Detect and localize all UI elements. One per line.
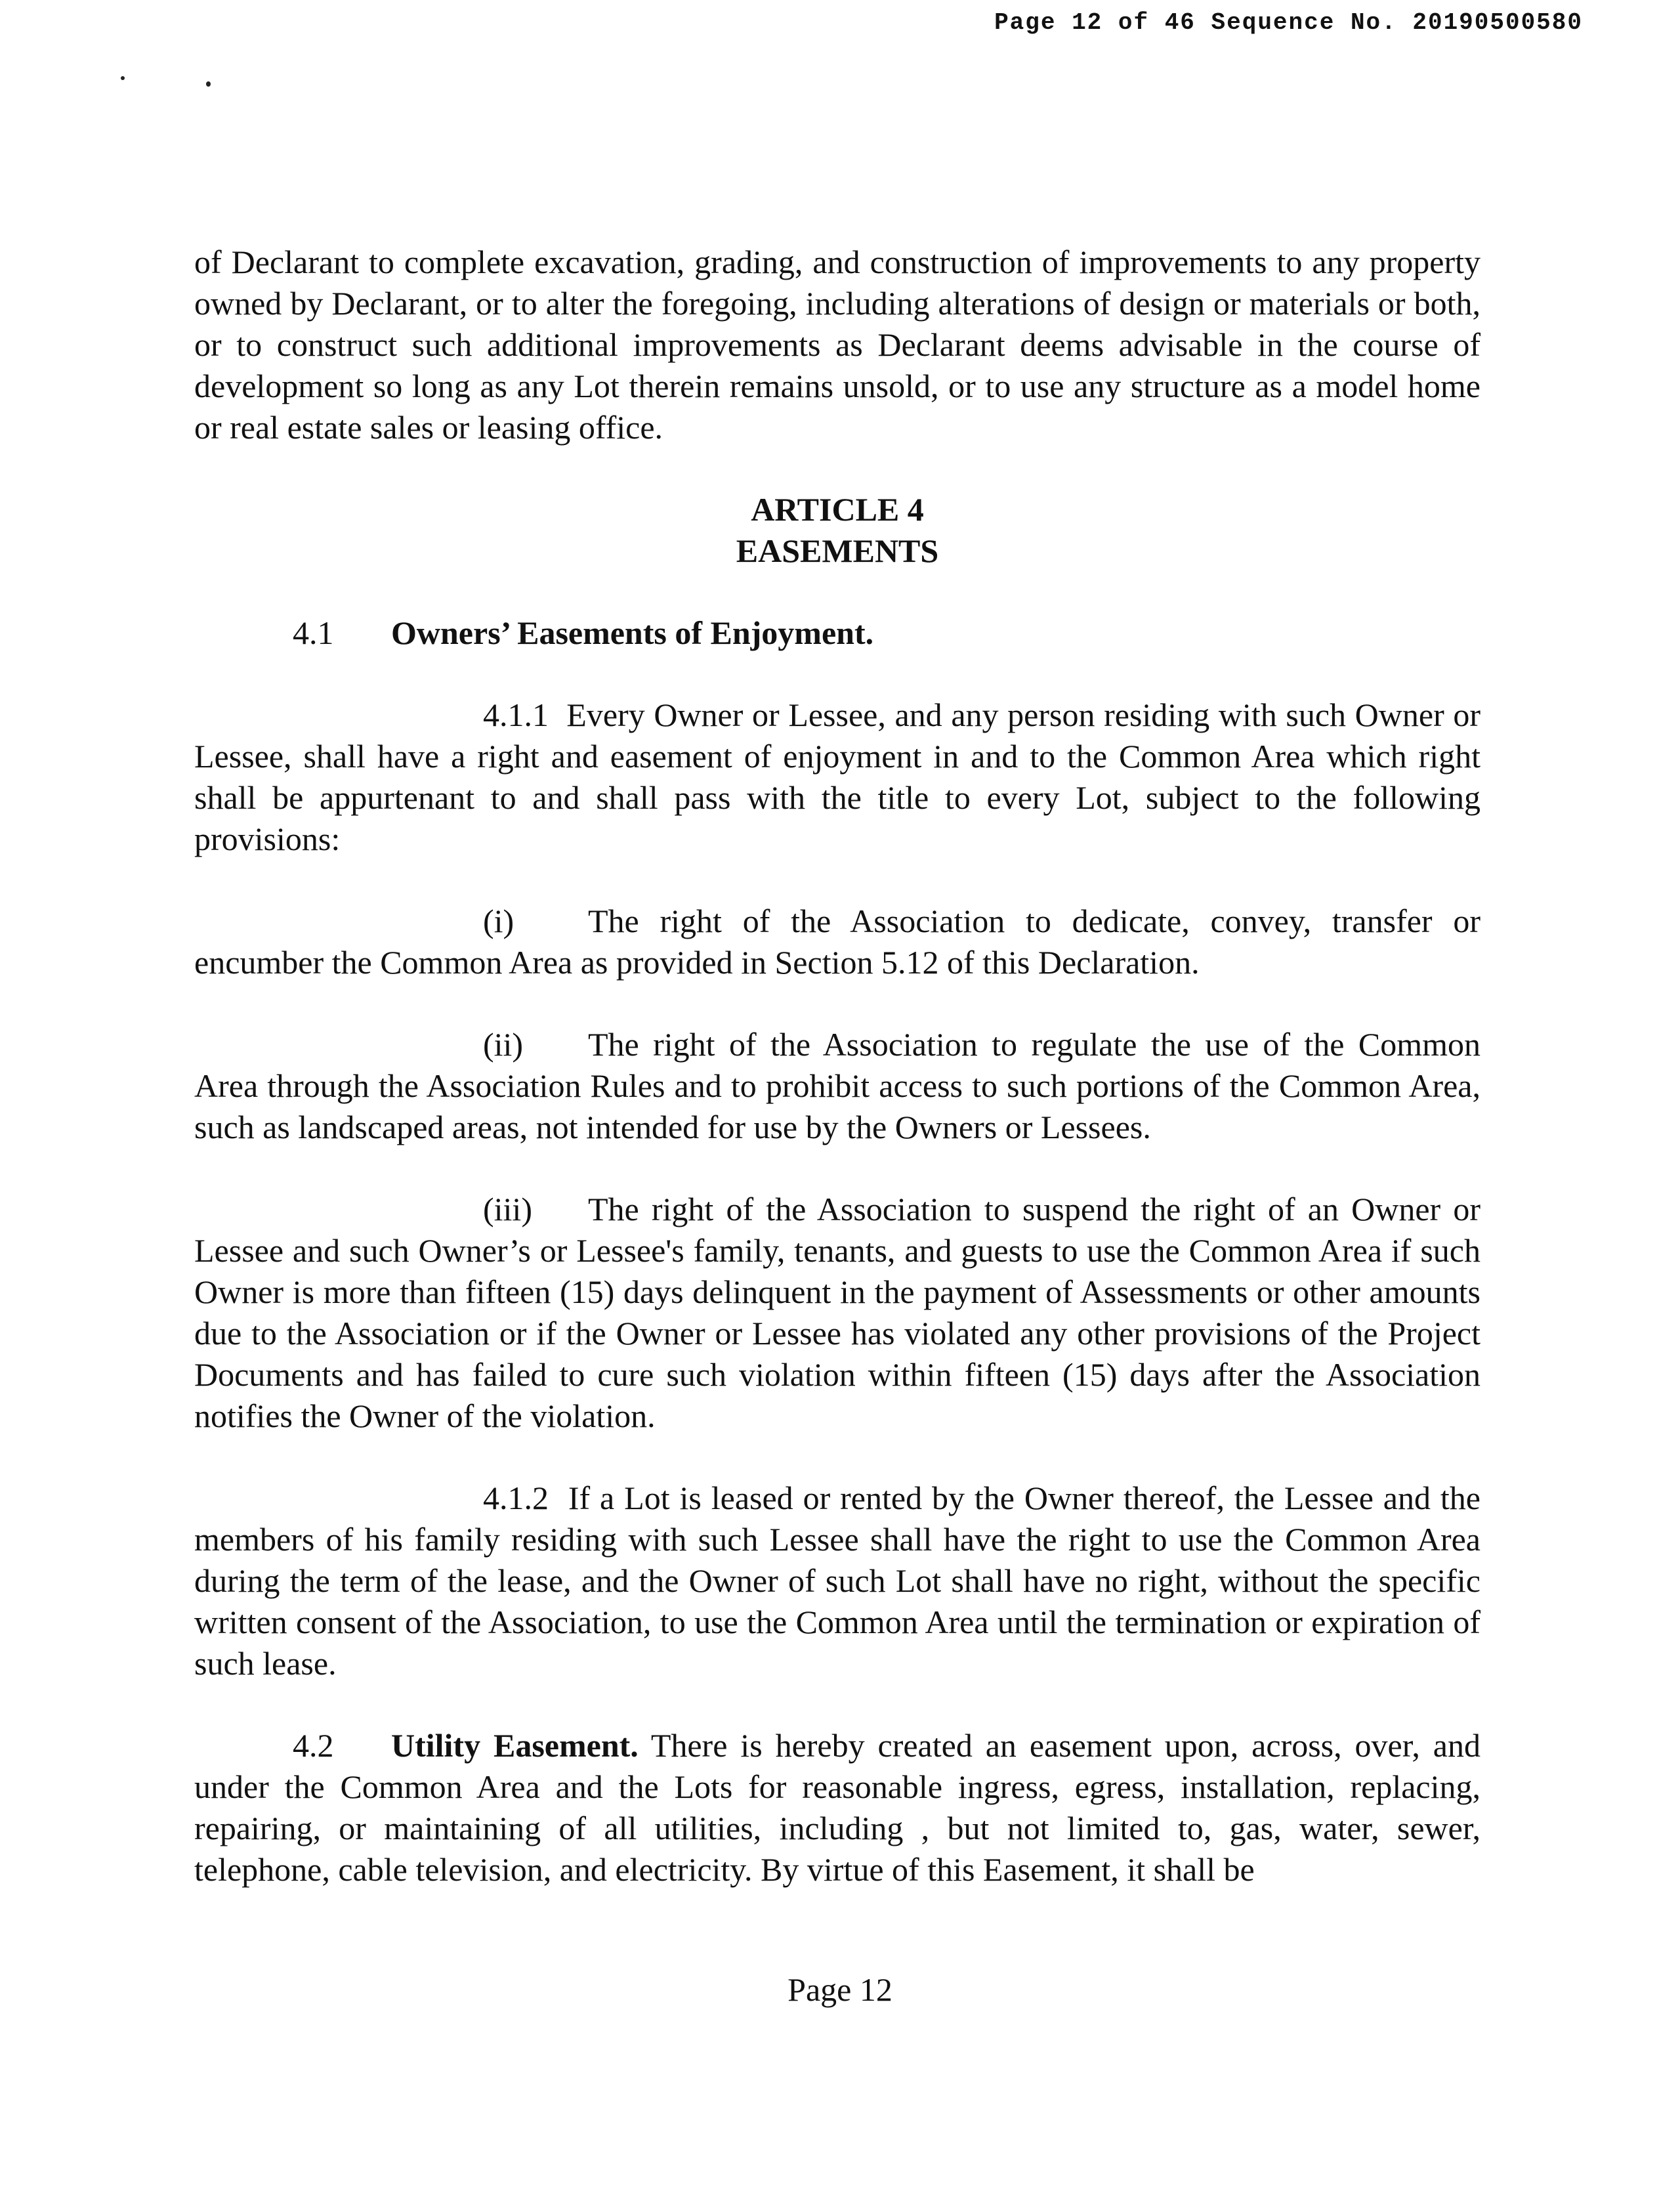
item-text: The right of the Association to dedicate, convey, transfer or encumber the Common Area as provided in Section 5.12 of this Declaration. bbox=[194, 903, 1480, 981]
subsection-4-1-1-number: 4.1.1 bbox=[483, 696, 549, 733]
article-title: EASEMENTS bbox=[736, 532, 939, 569]
subsection-4-1-2-text: If a Lot is leased or rented by the Owner thereof, the Lessee and the members of his family residing with such Lessee shall have the right to use the Common Area during the term of the lease, and the Owner of such Lot shall have no right, without the specific written consent of the Association, to use the Common Area until the termination or expiration of such lease. bbox=[194, 1480, 1480, 1682]
document-body bbox=[194, 242, 1480, 1890]
intro-paragraph: of Declarant to complete excavation, grading, and construction of improvements to any property owned by Declarant, or to alter the foregoing, including alterations of design or materials or both, or to construct such additional improvements as Declarant deems advisable in the course of development so long as any Lot therein remains unsold, or to use any structure as a model home or real estate sales or leasing office. bbox=[194, 244, 1480, 446]
section-4-2-text: There is hereby created an easement upon, across, over, and under the Common Area and the Lots for reasonable ingress, egress, installation, replacing, repairing, or maintaining of all utilities, including , but not limited to, gas, water, sewer, telephone, cable television, and electricity. By virtue of this Easement, it shall be bbox=[194, 1727, 1480, 1888]
section-4-1-number: 4.1 bbox=[293, 614, 334, 651]
article-number: ARTICLE 4 bbox=[751, 491, 924, 528]
list-item bbox=[194, 1189, 1480, 1437]
list-item bbox=[194, 1024, 1480, 1148]
item-label: (iii) bbox=[483, 1191, 532, 1227]
subsection-4-1-2 bbox=[194, 1478, 1480, 1684]
section-4-1-heading bbox=[194, 612, 1480, 654]
section-4-2-number: 4.2 bbox=[293, 1727, 334, 1764]
scan-speck bbox=[206, 81, 211, 87]
scan-speck bbox=[121, 76, 125, 80]
subsection-4-1-2-number: 4.1.2 bbox=[483, 1480, 549, 1516]
section-4-1-title: Owners’ Easements of Enjoyment. bbox=[391, 614, 874, 651]
item-label: (ii) bbox=[483, 1026, 524, 1063]
subsection-4-1-1 bbox=[194, 694, 1480, 860]
section-4-2-title: Utility Easement. bbox=[391, 1727, 639, 1764]
page-footer: Page 12 bbox=[788, 1971, 892, 2008]
header-page-stamp: Page 12 of 46 Sequence No. 20190500580 bbox=[994, 9, 1583, 36]
item-label: (i) bbox=[483, 903, 514, 939]
section-4-2 bbox=[194, 1725, 1480, 1890]
item-text: The right of the Association to regulate the use of the Common Area through the Association Rules and to prohibit access to such portions of the Common Area, such as landscaped areas, not intended for use by the Owners or Lessees. bbox=[194, 1026, 1480, 1145]
subsection-4-1-1-text: Every Owner or Lessee, and any person residing with such Owner or Lessee, shall have a right and easement of enjoyment in and to the Common Area which right shall be appurtenant to and shall pass with the title to every Lot, subject to the following provisions: bbox=[194, 696, 1481, 857]
item-text: The right of the Association to suspend the right of an Owner or Lessee and such Owner’s or Lessee's family, tenants, and guests to use the Common Area if such Owner is more than fifteen (15) days delinquent in the payment of Assessments or other amounts due to the Association or if the Owner or Lessee has violated any other provisions of the Project Documents and has failed to cure such violation within fifteen (15) days after the Association notifies the Owner of the violation. bbox=[194, 1191, 1480, 1434]
list-item bbox=[194, 901, 1480, 983]
